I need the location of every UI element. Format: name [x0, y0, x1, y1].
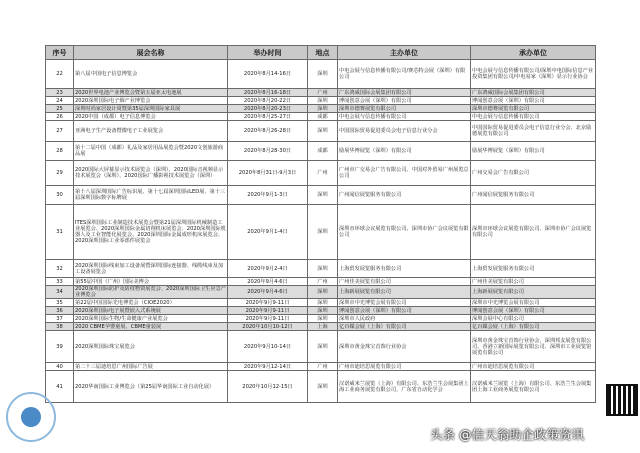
row-place: 成都: [308, 142, 338, 161]
row-no: 34: [46, 286, 74, 299]
row-name: 2020深圳国际电子烟产业博览会: [74, 97, 228, 105]
row-time: 2020年9月4-6日: [228, 278, 308, 286]
table-row: [46, 331, 596, 363]
row-organizer: 深圳市黄金珠宝首饰行业协会、深圳邦友展览有限公司、香港立新国际展览有限公司、深圳市工业展览馆展览有限公司: [471, 331, 596, 363]
table-header-row: [46, 46, 596, 60]
row-no: 39: [46, 331, 74, 363]
row-name: 2020深圳国际电子展暨嵌入式系统展: [74, 307, 228, 315]
row-no: 40: [46, 363, 74, 371]
header-organizer: 承办单位: [471, 46, 596, 60]
row-organizer: 上海新展展览有限公司: [471, 286, 596, 299]
table-row: [46, 323, 596, 331]
row-name: 2020深圳国际防护及防疫物资展览会、2020深圳国际卫生应急产业博览会: [75, 286, 226, 298]
row-name: 2020华南国际工业博览会（第25届华南国际工业自动化展）: [74, 371, 228, 403]
row-host: 深圳市环球会议展览有限公司、深圳市协广会议展览有限公司: [338, 205, 471, 260]
row-organizer: 广州闻信展览服务有限公司: [471, 186, 596, 205]
row-no: 22: [46, 60, 74, 89]
table-row: [46, 186, 596, 205]
row-host: 广东鸿威国际会展集团有限公司: [338, 89, 471, 97]
row-no: 37: [46, 315, 74, 323]
table-row: [46, 278, 596, 286]
table-row: [46, 89, 596, 97]
row-name: 第十八届深圳国际广告标识展、第十七届深圳国际LED展、第十三届深圳国际数字标牌展: [74, 186, 228, 205]
row-no: 36: [46, 307, 74, 315]
row-organizer: 深圳市德赛展览有限公司: [471, 105, 596, 113]
row-name: 第55届中国（广州）国际美博会: [74, 278, 228, 286]
row-name: 第八届中国电子信息博览会: [74, 60, 228, 89]
row-time: 2020年8月20-23日: [228, 105, 308, 113]
row-no: 24: [46, 97, 74, 105]
row-name: 2020深圳国际线束加工设备展暨深圳国际连接器、线缆线束及加工设备展览会: [74, 260, 228, 278]
row-host: 汉诺威米兰展览（上海）有限公司、东浩兰生会展集团上海工业商务展览有限公司、广东省自动化学会: [338, 371, 471, 403]
header-name: 展会名称: [74, 46, 228, 60]
row-name: 2020深圳国际生物/生命健康产业展览会: [74, 315, 228, 323]
exhibition-table: [45, 45, 596, 403]
row-time: 2020年8月20-22日: [228, 97, 308, 105]
row-no: 32: [46, 260, 74, 278]
row-host: 上海贸发展览服务有限公司: [338, 260, 471, 278]
row-no: 25: [46, 105, 74, 113]
table-row: [46, 205, 596, 260]
row-host: 励展华博展览（深圳）有限公司: [338, 142, 471, 161]
watermark: 头条 @信天翁助企政策资讯: [430, 427, 584, 442]
circular-seal-icon: [6, 392, 56, 442]
row-name: 第十二届中国（成都）礼品及家居用品展览会暨2020文创旅游商品展: [74, 142, 228, 161]
table-row: [46, 363, 596, 371]
row-time: 2020年10月10-12日: [228, 323, 308, 331]
row-time: 2020年9月2-4日: [228, 260, 308, 278]
row-place: 深圳: [308, 299, 338, 307]
row-no: 31: [46, 205, 74, 260]
header-place: 地点: [308, 46, 338, 60]
row-time: 2020年8月14-16日: [228, 60, 308, 89]
row-name: 第22届中国国际光电博览会（CIOE2020）: [74, 299, 228, 307]
row-no: 27: [46, 121, 74, 142]
row-time: 2020年8月25-27日: [228, 113, 308, 121]
row-time: 2020年8月16-18日: [228, 89, 308, 97]
row-time: 2020年8月26-28日: [228, 121, 308, 142]
row-no: 35: [46, 299, 74, 307]
row-name: 2020国际大屏幕显示技术展览会（深圳）、2020国际音视频显示技术展览会（深圳）、2020国际广播影视技术展览会（深圳）: [74, 161, 228, 186]
row-time: 2020年9月9-11日: [228, 307, 308, 315]
row-host: 亿百媒会展（上海）有限公司: [338, 323, 471, 331]
row-host: 博闻创意会展（深圳）有限公司: [338, 97, 471, 105]
table-row: [46, 315, 596, 323]
row-organizer: 博闻创意会展（深圳）有限公司: [471, 307, 596, 315]
row-time: 2020年8月28-30日: [228, 142, 308, 161]
table-row: [46, 113, 596, 121]
row-time: 2020年9月1-4日: [228, 205, 308, 260]
row-time: 2020年9月4-6日: [228, 286, 308, 299]
row-name: 2020深圳国际珠宝展览会: [74, 331, 228, 363]
row-place: 深圳: [308, 121, 338, 142]
table-row: [46, 371, 596, 403]
row-place: 深圳: [308, 97, 338, 105]
row-place: 深圳: [308, 205, 338, 260]
row-no: 38: [46, 323, 74, 331]
row-place: 深圳: [308, 315, 338, 323]
row-host: 广州佳美展览有限公司: [338, 278, 471, 286]
row-place: 深圳: [308, 331, 338, 363]
row-host: 广州市广交易会广告有限公司、中国对外贸易广州展览总公司: [338, 161, 471, 186]
row-organizer: 深圳会展中心有限公司: [471, 315, 596, 323]
header-host: 主办单位: [338, 46, 471, 60]
row-name: 深圳时尚家居设计周暨第35届深圳国际家具展: [74, 105, 228, 113]
row-host: 深圳市黄金珠宝首饰行业协会: [338, 331, 471, 363]
row-organizer: 汉诺威米兰展览（上海）有限公司、东浩兰生会展集团上海工业商务展览有限公司: [471, 371, 596, 403]
table-row: [46, 307, 596, 315]
row-organizer: 广东鸿威国际会展集团有限公司: [471, 89, 596, 97]
row-place: 广州: [308, 278, 338, 286]
row-no: 29: [46, 161, 74, 186]
row-place: 上海: [308, 323, 338, 331]
row-host: 深圳市德赛展览有限公司: [338, 105, 471, 113]
row-organizer: 深圳市环球会议展览有限公司、深圳市协广会议展览有限公司: [471, 205, 596, 260]
qr-code-icon: [606, 384, 638, 416]
table-row: [46, 142, 596, 161]
row-place: 深圳: [308, 286, 338, 299]
row-organizer: 广州交易会广告有限公司: [471, 161, 596, 186]
row-organizer: 广州市迪培思展览有限公司: [471, 363, 596, 371]
table-row: [46, 60, 596, 89]
row-time: 2020年9月1-3日: [228, 186, 308, 205]
row-host: 广州市迪培思展览有限公司: [338, 363, 471, 371]
table-row: [46, 121, 596, 142]
row-name: 2020中国（成都）电子信息博览会: [74, 113, 228, 121]
table-row: [46, 97, 596, 105]
row-time: 2020年8月31日-9月3日: [228, 161, 308, 186]
row-no: 23: [46, 89, 74, 97]
row-time: 2020年9月12-14日: [228, 363, 308, 371]
row-no: 28: [46, 142, 74, 161]
row-organizer: 博闻创意会展（深圳）有限公司: [471, 97, 596, 105]
row-name: 2020 CBME孕婴童展、CBME童装展: [74, 323, 228, 331]
row-host: 博闻创意会展（深圳）有限公司: [338, 307, 471, 315]
header-time: 举办时间: [228, 46, 308, 60]
row-place: 深圳: [308, 307, 338, 315]
row-place: 广州: [308, 161, 338, 186]
row-organizer: 亿百媒会展（上海）有限公司: [471, 323, 596, 331]
header-no: 序号: [46, 46, 74, 60]
row-name: ITES深圳国际工业制造技术展览会暨第21届深圳国际机械制造工业展览会、2020深圳国际金属切削机床展览会、2020深圳国际机器人及工业智能化展览会、2020深圳国际金属成形机床展览会、2020深圳国际工业零部件展览会: [74, 205, 228, 260]
row-time: 2020年9月9-11日: [228, 315, 308, 323]
row-organizer: 中国国际贸易促进委员会电子信息行业分会、北京励德展览有限公司: [471, 121, 596, 142]
row-host: 广州闻信展览服务有限公司: [338, 186, 471, 205]
row-no: 41: [46, 371, 74, 403]
row-place: 广州: [308, 363, 338, 371]
row-host: 深圳市人民政府: [338, 315, 471, 323]
row-place: 深圳: [308, 186, 338, 205]
row-organizer: 上海贸发展览服务有限公司: [471, 260, 596, 278]
row-host: 中国国际贸易促进委员会电子信息行业分会: [338, 121, 471, 142]
row-name: 2020世界电池产业博览会暨第五届亚太电池展: [74, 89, 228, 97]
row-name: 第二十三届迪培思广州国际广告展: [74, 363, 228, 371]
row-no: 33: [46, 278, 74, 286]
row-place: 深圳: [308, 60, 338, 89]
row-place: 广州: [308, 89, 338, 97]
row-time: 2020年9月10-14日: [228, 331, 308, 363]
row-host: 中电会展与信息传播有限公司/赛芯特会展（深圳）有限公司: [338, 60, 471, 89]
row-place: 深圳: [308, 260, 338, 278]
row-place: 深圳: [308, 105, 338, 113]
table-row: [46, 161, 596, 186]
seal-center: [21, 407, 41, 427]
table-row: [46, 260, 596, 278]
row-organizer: 广州佳美展览有限公司: [471, 278, 596, 286]
row-time: 2020年9月9-11日: [228, 299, 308, 307]
row-place: 深圳: [308, 371, 338, 403]
row-host: 上海新展展览有限公司: [338, 286, 471, 299]
table-row: [46, 299, 596, 307]
row-no: 30: [46, 186, 74, 205]
row-organizer: 中电会展与信息传播有限公司: [471, 113, 596, 121]
table-row: [46, 105, 596, 113]
row-place: 成都: [308, 113, 338, 121]
row-organizer: 励展华博展览（深圳）有限公司: [471, 142, 596, 161]
row-host: 中电会展与信息传播有限公司: [338, 113, 471, 121]
row-name: 亚洲电子生产设备暨微电子工业展览会: [74, 121, 228, 142]
row-organizer: 深圳市中光博览会展有限公司: [471, 299, 596, 307]
row-no: 26: [46, 113, 74, 121]
row-host: 深圳市中光博览会展有限公司: [338, 299, 471, 307]
table-row: [46, 286, 596, 299]
row-time: 2020年10月12-15日: [228, 371, 308, 403]
row-organizer: 中电会展与信息传播有限公司/深圳中电国际信息产业投资集团有限公司/中电易家（深圳）显示行业协会: [471, 60, 596, 89]
